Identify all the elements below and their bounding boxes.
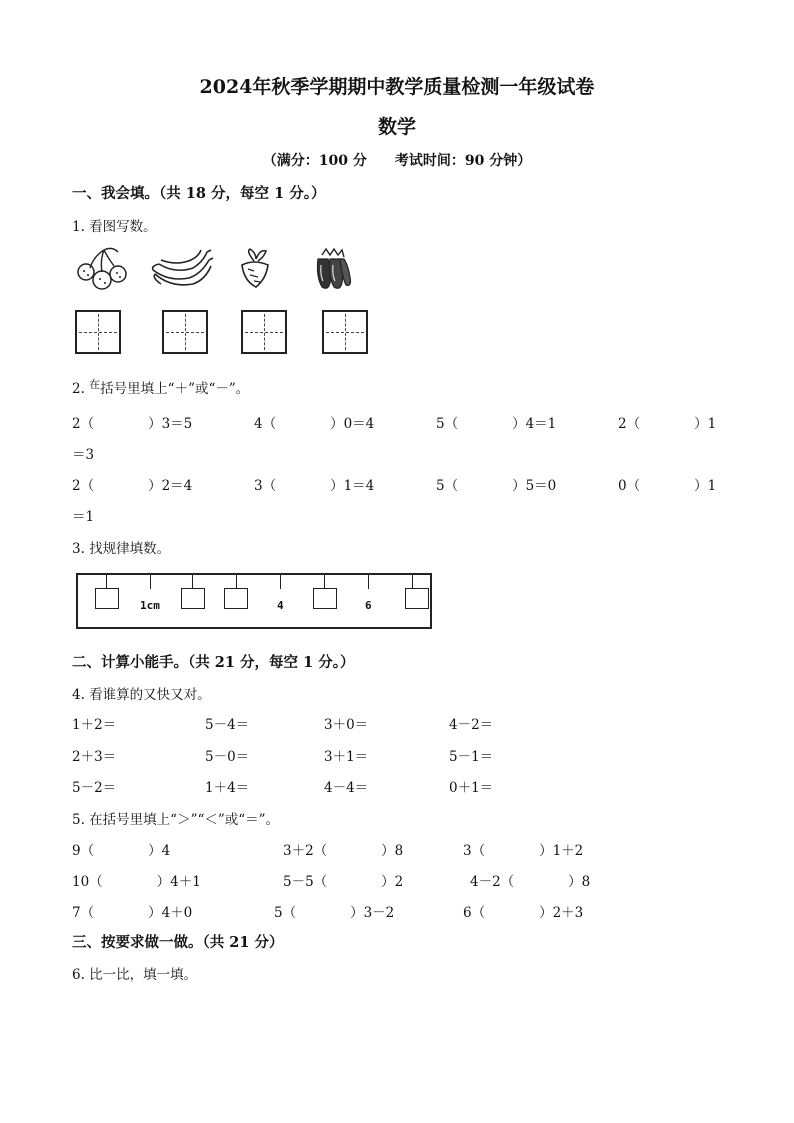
q2-row2-wrap: ＝1	[72, 509, 95, 525]
carrot-icon	[236, 247, 276, 291]
ruler-tick	[192, 575, 193, 589]
subject-title: 数学	[377, 116, 416, 138]
ruler-answer-box-5[interactable]	[405, 588, 429, 609]
section-3-heading: 三、按要求做一做。（共 21 分）	[72, 934, 284, 951]
q4-item: 5－0＝	[205, 749, 250, 765]
q4-item: 1＋2＝	[72, 717, 117, 733]
ruler-answer-box-2[interactable]	[181, 588, 205, 609]
q2-row2-item1: 2（ ）2＝4	[72, 478, 193, 494]
answer-box-3[interactable]	[241, 310, 287, 354]
ruler-tick	[106, 575, 107, 589]
bananas-icon	[149, 248, 215, 292]
q2-row2-item3: 5（ ）5＝0	[436, 478, 557, 494]
question-2-number: 2.	[72, 381, 90, 397]
q5-item: 3（ ）1＋2	[463, 843, 584, 859]
q5-item: 10（ ）4＋1	[72, 874, 201, 890]
q2-row1-item3: 5（ ）4＝1	[436, 416, 557, 432]
answer-box-4[interactable]	[322, 310, 368, 354]
answer-box-1[interactable]	[75, 310, 121, 354]
q2-row1-item2: 4（ ）0＝4	[254, 416, 375, 432]
eggplants-icon	[312, 247, 354, 293]
ruler-tick	[236, 575, 237, 589]
q4-item: 5－2＝	[72, 780, 117, 796]
section-2-heading: 二、计算小能手。（共 21 分，每空 1 分。）	[72, 654, 355, 671]
q2-row1-wrap: ＝3	[72, 447, 95, 463]
ruler	[76, 573, 432, 629]
q5-item: 3＋2（ ）8	[283, 843, 404, 859]
ruler-tick	[150, 575, 151, 589]
q5-item: 4－2（ ）8	[470, 874, 591, 890]
page-title: 2024年秋季学期期中教学质量检测一年级试卷	[199, 76, 595, 98]
q4-item: 2＋3＝	[72, 749, 117, 765]
q2-row1-item1: 2（ ）3＝5	[72, 416, 193, 432]
question-6-label: 6. 比一比，填一填。	[72, 967, 198, 983]
ruler-tick	[368, 575, 369, 589]
question-5-label: 5. 在括号里填上“＞”“＜”或“＝”。	[72, 812, 280, 828]
question-3-label: 3. 找规律填数。	[72, 541, 171, 557]
ruler-tick	[324, 575, 325, 589]
exam-info: （满分：100 分 考试时间：90 分钟）	[262, 153, 532, 169]
question-1-label: 1. 看图写数。	[72, 219, 157, 235]
q4-item: 5－1＝	[449, 749, 494, 765]
q4-item: 3＋0＝	[324, 717, 369, 733]
ruler-tick	[412, 575, 413, 589]
ruler-label-1cm: 1cm	[140, 599, 160, 612]
q4-item: 4－4＝	[324, 780, 369, 796]
q2-row2-item2: 3（ ）1＝4	[254, 478, 375, 494]
q5-item: 6（ ）2＋3	[463, 905, 584, 921]
cherries-icon	[74, 246, 132, 292]
q4-item: 1＋4＝	[205, 780, 250, 796]
q5-item: 5－5（ ）2	[283, 874, 404, 890]
q2-row2-item4: 0（ ）1	[618, 478, 717, 494]
q5-item: 5（ ）3－2	[274, 905, 395, 921]
answer-box-2[interactable]	[162, 310, 208, 354]
section-1-heading: 一、我会填。（共 18 分，每空 1 分。）	[72, 185, 326, 202]
ruler-label-6: 6	[365, 599, 372, 612]
ruler-tick	[280, 575, 281, 589]
q5-item: 7（ ）4＋0	[72, 905, 193, 921]
ruler-answer-box-3[interactable]	[224, 588, 248, 609]
question-4-label: 4. 看谁算的又快又对。	[72, 687, 211, 703]
q4-item: 5－4＝	[205, 717, 250, 733]
ruler-label-4: 4	[277, 599, 284, 612]
question-2-label	[72, 377, 249, 397]
q4-item: 4－2＝	[449, 717, 494, 733]
q5-item: 9（ ）4	[72, 843, 171, 859]
ruler-answer-box-4[interactable]	[313, 588, 337, 609]
ruler-answer-box-1[interactable]	[95, 588, 119, 609]
question-2-small-char: 在	[89, 378, 101, 391]
q4-item: 3＋1＝	[324, 749, 369, 765]
question-2-text: 括号里填上“＋”或“－”。	[100, 381, 250, 397]
q4-item: 0＋1＝	[449, 780, 494, 796]
q2-row1-item4: 2（ ）1	[618, 416, 717, 432]
